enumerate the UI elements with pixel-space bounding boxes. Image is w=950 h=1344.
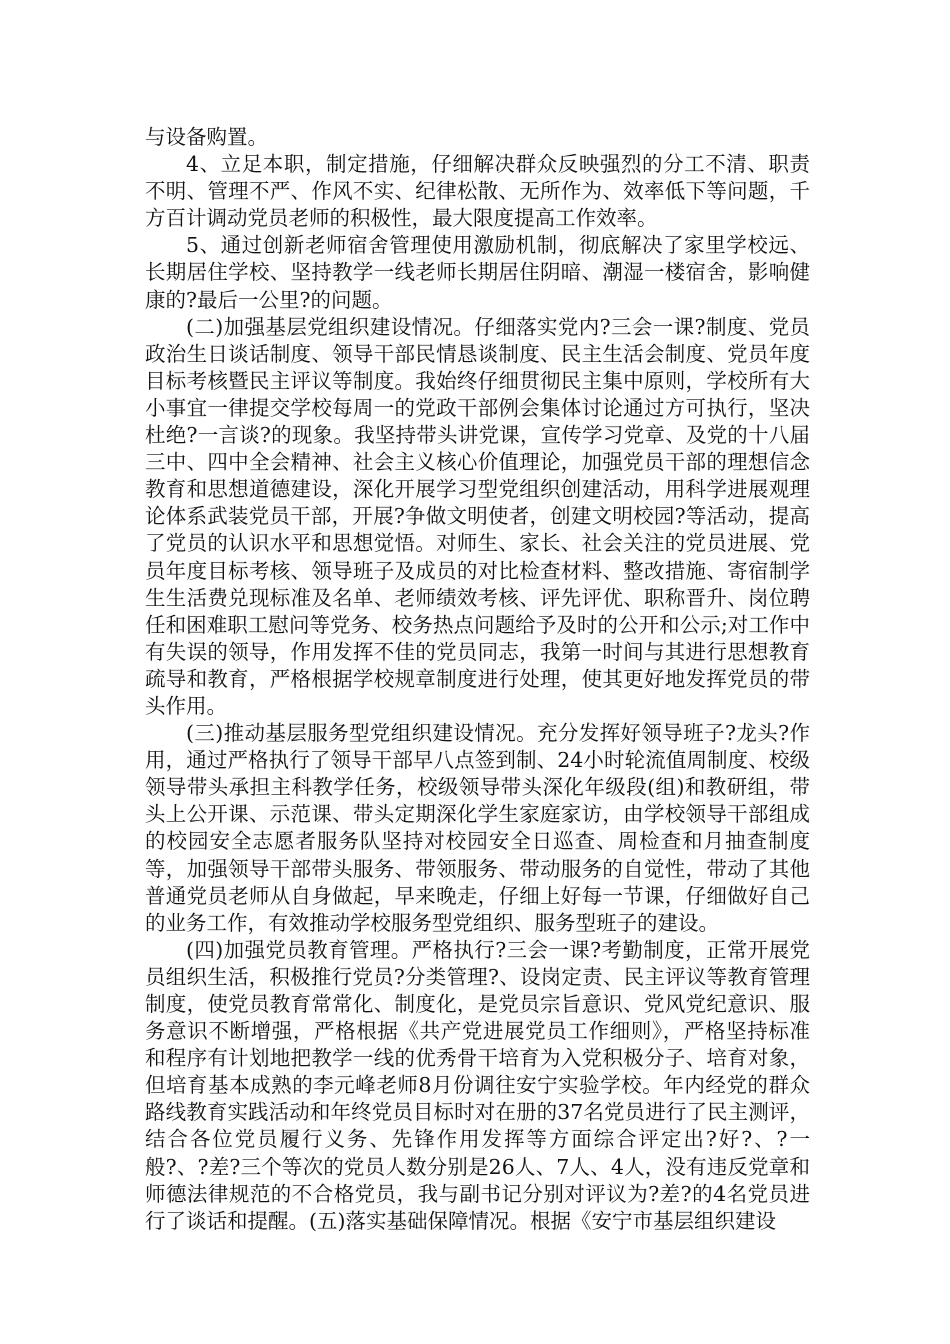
paragraph-section-4: (四)加强党员教育管理。严格执行?三会一课?考勤制度，正常开展党员组织生活，积极推行党员?分类管理?、设岗定责、民主评议等教育管理制度，使党员教育常常化、制度化，是党员宗旨意识、党风党纪意识、服务意识不断增强，严格根据《共产党进展党员工作细则》，严格坚持标准和程序有计划地把教学一线的优秀骨干培育为入党积极分子、培育对象，但培育基本成熟的李元峰老师8月份调往安宁实验学校。年内经党的群众路线教育实践活动和年终党员目标时对在册的37名党员进行了民主测评，结合各位党员履行义务、先锋作用发挥等方面综合评定出?好?、?一般?、?差?三个等次的党员人数分别是26人、7人、4人，没有违反党章和师德法律规范的不合格党员，我与副书记分别对评议为?差?的4名党员进行了谈话和提醒。(五)落实基础保障情况。根据《安宁市基层组织建设 xyxy=(145,937,810,1233)
paragraph-item-4: 4、立足本职，制定措施，仔细解决群众反映强烈的分工不清、职责不明、管理不严、作风不实、纪律松散、无所作为、效率低下等问题，千方百计调动党员老师的积极性，最大限度提高工作效率。 xyxy=(145,152,810,231)
paragraph-continuation: 与设备购置。 xyxy=(145,125,268,149)
paragraph-section-3: (三)推动基层服务型党组织建设情况。充分发挥好领导班子?龙头?作用，通过严格执行了领导干部早八点签到制、24小时轮流值周制度、校级领导带头承担主科教学任务，校级领导带头深化年级段(组)和教研组，带头上公开课、示范课、带头定期深化学生家庭家访，由学校领导干部组成的校园安全志愿者服务队坚持对校园安全日巡查、周检查和月抽查制度等，加强领导干部带头服务、带领服务、带动服务的自觉性，带动了其他普通党员老师从自身做起，早来晚走，仔细上好每一节课，仔细做好自己的业务工作，有效推动学校服务型党组织、服务型班子的建设。 xyxy=(145,721,810,935)
document-body xyxy=(145,124,810,1235)
paragraph-item-5: 5、通过创新老师宿舍管理使用激励机制，彻底解决了家里学校远、长期居住学校、坚持教学一线老师长期居住阴暗、潮湿一楼宿舍，影响健康的?最后一公里?的问题。 xyxy=(145,233,810,312)
paragraph-section-2: (二)加强基层党组织建设情况。仔细落实党内?三会一课?制度、党员政治生日谈话制度、领导干部民情恳谈制度、民主生活会制度、党员年度目标考核暨民主评议等制度。我始终仔细贯彻民主集中原则，学校所有大小事宜一律提交学校每周一的党政干部例会集体讨论通过方可执行，坚决杜绝?一言谈?的现象。我坚持带头讲党课，宣传学习党章、及党的十八届三中、四中全会精神、社会主义核心价值理论，加强党员干部的理想信念教育和思想道德建设，深化开展学习型党组织创建活动，用科学进展观理论体系武装党员干部，开展?争做文明使者，创建文明校园?等活动，提高了党员的认识水平和思想觉悟。对师生、家长、社会关注的党员进展、党员年度目标考核、领导班子及成员的对比检查材料、整改措施、寄宿制学生生活费兑现标准及名单、老师绩效考核、评先评优、职称晋升、岗位聘任和困难职工慰问等党务、校务热点问题给予及时的公开和公示;对工作中有失误的领导，作用发挥不佳的党员同志，我第一时间与其进行思想教育疏导和教育，严格根据学校规章制度进行处理，使其更好地发挥党员的带头作用。 xyxy=(145,314,810,718)
